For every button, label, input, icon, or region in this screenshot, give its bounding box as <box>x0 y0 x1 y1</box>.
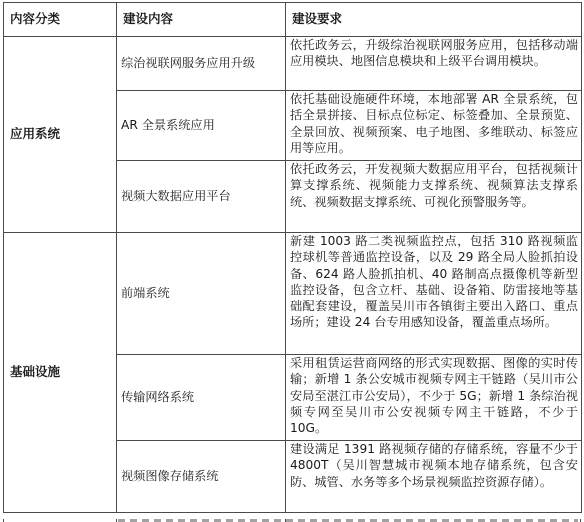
requirement-cell: 依托基础设施硬件环境，本地部署 AR 全景系统，包括全景拼接、目标点位标定、标签叠加、全景预览、全景回放、视频预案、电子地图、多维联动、标签应用等应用。 <box>286 91 582 161</box>
table-row <box>4 233 582 355</box>
content-cell: 传输网络系统 <box>117 355 286 441</box>
header-content: 建设内容 <box>117 3 286 37</box>
requirement-cell: 依托政务云，升级综治视联网服务应用，包括移动端应用模块、地图信息模块和上级平台调用模块。 <box>286 37 582 91</box>
requirement-cell: 采用租赁运营商网络的形式实现数据、图像的实时传输；新增 1 条公安城市视频专网主干链路（吴川市公安局至湛江市公安局），不少于 5G；新增 1 条综治视频专网至吴川市公安视频专网主干链路，不少于 10G。 <box>286 355 582 441</box>
content-cell: 综治视联网服务应用升级 <box>117 37 286 91</box>
category-cell-application: 应用系统 <box>4 37 117 233</box>
content-cell: 视频大数据应用平台 <box>117 161 286 233</box>
category-cell-infrastructure: 基础设施 <box>4 233 117 513</box>
construction-requirements-table <box>3 2 582 513</box>
requirement-cell: 新建 1003 路二类视频监控点，包括 310 路视频监控球机等普通监控设备，以及 29 路全局人脸抓拍设备、624 路人脸抓拍机、40 路制高点摄像机等新型监控设备，包含立杆、基础、设备箱、防雷接地等基础配套建设，覆盖吴川市各镇街主要出入路口、重点场所；建设 24 台专用感知设备，覆盖重点场所。 <box>286 233 582 355</box>
content-cell: AR 全景系统应用 <box>117 91 286 161</box>
content-cell: 视频图像存储系统 <box>117 441 286 513</box>
table-header-row <box>4 3 582 37</box>
requirement-cell: 建设满足 1391 路视频存储的存储系统，容量不少于 4800T（吴川智慧城市视频本地存储系统，包含安防、城管、水务等多个场景视频监控资源存储）。 <box>286 441 582 513</box>
requirement-cell: 依托政务云，开发视频大数据应用平台，包括视频计算支撑系统、视频能力支撑系统、视频算法支撑系统、视频数据支撑系统、可视化预警服务等。 <box>286 161 582 233</box>
header-category: 内容分类 <box>4 3 117 37</box>
header-requirements: 建设要求 <box>286 3 582 37</box>
table-row <box>4 37 582 91</box>
content-cell: 前端系统 <box>117 233 286 355</box>
